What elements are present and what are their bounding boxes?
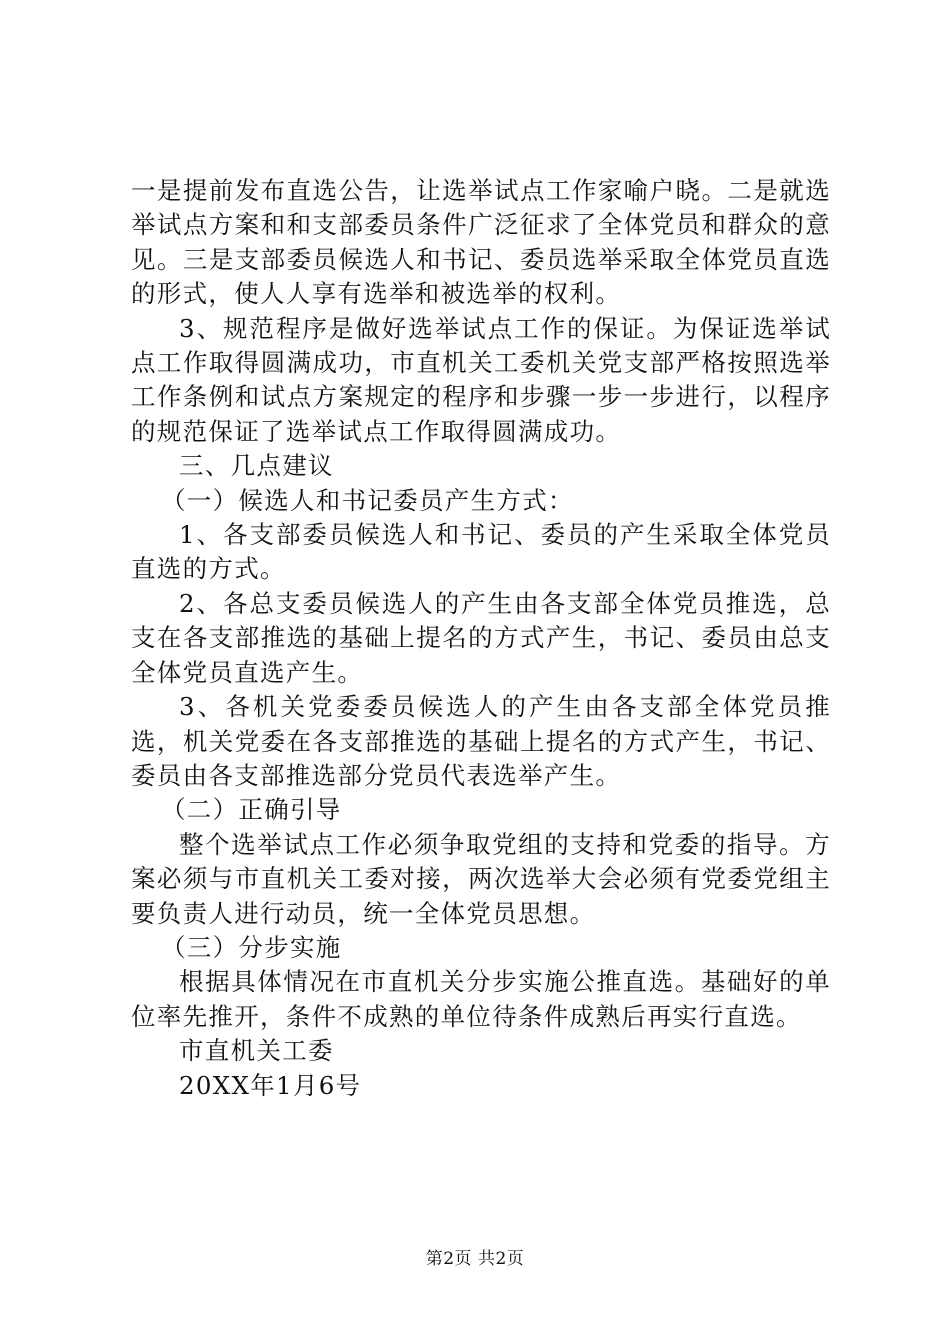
paragraph-guidance: 整个选举试点工作必须争取党组的支持和党委的指导。方案必须与市直机关工委对接，两次选举大会必须有党委党组主要负责人进行动员，统一全体党员思想。	[131, 829, 831, 928]
signature-date: 20XX年1月6号	[179, 1070, 362, 1100]
signature-organization: 市直机关工委	[179, 1036, 334, 1066]
page-footer: 第2页 共2页	[425, 1249, 525, 1269]
subheading-guidance: （二）正确引导	[161, 795, 342, 825]
section-heading-suggestions: 三、几点建议	[179, 451, 334, 481]
document-body	[131, 174, 831, 1103]
paragraph-continuation: 一是提前发布直选公告，让选举试点工作家喻户晓。二是就选举试点方案和和支部委员条件广泛征求了全体党员和群众的意见。三是支部委员候选人和书记、委员选举采取全体党员直选的形式，使人人享有选举和被选举的权利。	[131, 176, 831, 309]
paragraph-point-3: 3、规范程序是做好选举试点工作的保证。为保证选举试点工作取得圆满成功，市直机关工委机关党支部严格按照选举工作条例和试点方案规定的程序和步骤一步一步进行，以程序的规范保证了选举试点工作取得圆满成功。	[131, 313, 831, 446]
paragraph-implementation: 根据具体情况在市直机关分步实施公推直选。基础好的单位率先推开，条件不成熟的单位待条件成熟后再实行直选。	[131, 967, 831, 1031]
subheading-implementation: （三）分步实施	[161, 932, 342, 962]
paragraph-item-3: 3、各机关党委委员候选人的产生由各支部全体党员推选，机关党委在各支部推选的基础上提名的方式产生，书记、委员由各支部推选部分党员代表选举产生。	[131, 692, 831, 790]
subheading-candidates: （一）候选人和书记委员产生方式：	[161, 485, 574, 515]
paragraph-item-2: 2、各总支委员候选人的产生由各支部全体党员推选，总支在各支部推选的基础上提名的方式产生，书记、委员由总支全体党员直选产生。	[131, 588, 831, 687]
paragraph-item-1: 1、各支部委员候选人和书记、委员的产生采取全体党员直选的方式。	[131, 520, 831, 584]
